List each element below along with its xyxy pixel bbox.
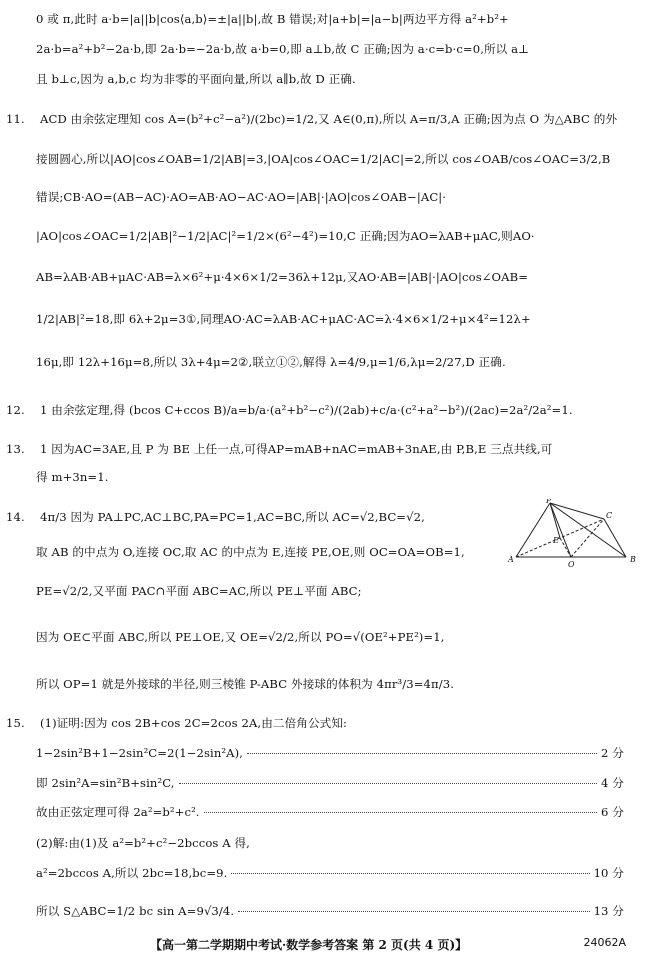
problem-13 — [6, 442, 624, 457]
dot-leader — [247, 753, 597, 754]
text-line: 接圆圆心,所以|AO|cos∠OAB=1/2|AB|=3,|OA|cos∠OAC=1/2|AC|=2,所以 cos∠OAB/cos∠OAC=3/2,B — [36, 152, 611, 166]
edge-pa — [516, 503, 550, 557]
text-line: (1)证明:因为 cos 2B+cos 2C=2cos 2A,由二倍角公式知: — [40, 716, 348, 730]
text-line: 因为 OE⊂平面 ABC,所以 PE⊥OE,又 OE=√2/2,所以 PO=√(OE²+PE²)=1, — [36, 630, 445, 644]
text-line: 得 m+3n=1. — [36, 470, 109, 484]
problem-number: 13. — [6, 442, 25, 456]
text-line: 1 因为AC=3AE,且 P 为 BE 上任一点,可得AP=mAB+nAC=mAB+3nAE,由 P,B,E 三点共线,可 — [40, 442, 553, 456]
label-p: P — [546, 499, 552, 505]
problem-number: 14. — [6, 510, 25, 524]
step-text: 即 2sin²A=sin²B+sin²C, — [36, 776, 175, 790]
text-line: 取 AB 的中点为 O,连接 OC,取 AC 的中点为 E,连接 PE,OE,则 OC=OA=OB=1, — [36, 545, 465, 559]
problem-12 — [6, 403, 624, 418]
label-e: E — [553, 536, 559, 545]
scored-step — [36, 904, 624, 919]
label-b: B — [630, 555, 636, 564]
segment-pe — [550, 503, 560, 538]
page-footer — [0, 936, 648, 956]
text-line: 16μ,即 12λ+16μ=8,所以 3λ+4μ=2②,联立①②,解得 λ=4/9,μ=1/6,λμ=2/27,D 正确. — [36, 355, 506, 369]
segment-oe — [560, 538, 571, 557]
text-line: 所以 OP=1 就是外接球的半径,则三棱锥 P-ABC 外接球的体积为 4πr³/3=4π/3. — [36, 677, 454, 691]
document-code: 24062A — [583, 936, 626, 949]
segment-po — [550, 503, 571, 557]
dot-leader — [204, 812, 597, 813]
tetrahedron-figure — [506, 499, 642, 569]
step-points: 13 分 — [593, 904, 624, 918]
scored-step — [36, 805, 624, 820]
label-o: O — [568, 560, 575, 569]
text-line: 且 b⊥c,因为 a,b,c 均为非零的平面向量,所以 a∥b,故 D 正确. — [36, 72, 356, 86]
text-line: 0 或 π,此时 a·b=|a||b|cos⟨a,b⟩=±|a||b|,故 B 错误;对|a+b|=|a−b|两边平方得 a²+b²+ — [36, 12, 509, 26]
footer-title: 【高一第二学期期中考试·数学参考答案 第 2 页(共 4 页)】 — [150, 938, 468, 952]
problem-11 — [6, 112, 624, 127]
text-line: AB=λAB·AB+μAC·AB=λ×6²+μ·4×6×1/2=36λ+12μ,又AO·AB=|AB|·|AO|cos∠OAB= — [36, 270, 529, 284]
scored-step — [36, 776, 624, 791]
text-line: ACD 由余弦定理知 cos A=(b²+c²−a²)/(2bc)=1/2,又 A∈(0,π),所以 A=π/3,A 正确;因为点 O 为△ABC 的外 — [40, 112, 618, 126]
text-line: |AO|cos∠OAC=1/2|AB|²−1/2|AC|²=1/2×(6²−4²)=10,C 正确;因为AO=λAB+μAC,则AO· — [36, 229, 535, 243]
step-points: 10 分 — [593, 866, 624, 880]
edge-bc — [604, 519, 626, 557]
text-line: (2)解:由(1)及 a²=b²+c²−2bccos A 得, — [36, 836, 250, 850]
dot-leader — [238, 911, 589, 912]
text-line: PE=√2/2,又平面 PAC∩平面 ABC=AC,所以 PE⊥平面 ABC; — [36, 584, 362, 598]
step-text: 1−2sin²B+1−2sin²C=2(1−2sin²A), — [36, 746, 244, 760]
scored-step — [36, 746, 624, 761]
problem-number: 12. — [6, 403, 25, 417]
edge-pb — [550, 503, 626, 557]
text-line: 1/2|AB|²=18,即 6λ+2μ=3①,同理AO·AC=λAB·AC+μAC·AC=λ·4×6×1/2+μ×4²=12λ+ — [36, 312, 531, 326]
problem-number: 15. — [6, 716, 25, 730]
step-points: 6 分 — [601, 805, 624, 819]
scored-step — [36, 866, 624, 881]
edge-pc — [550, 503, 604, 519]
label-a: A — [508, 555, 514, 564]
step-text: a²=2bccos A,所以 2bc=18,bc=9. — [36, 866, 228, 880]
text-line: 2a·b=a²+b²−2a·b,即 2a·b=−2a·b,故 a·b=0,即 a⊥b,故 C 正确;因为 a·c=b·c=0,所以 a⊥ — [36, 42, 530, 56]
step-points: 2 分 — [601, 746, 624, 760]
text-line: 错误;CB·AO=(AB−AC)·AO=AB·AO−AC·AO=|AB|·|AO|cos∠OAB−|AC|· — [36, 190, 447, 204]
dot-leader — [179, 783, 597, 784]
dot-leader — [231, 873, 589, 874]
text-line: 1 由余弦定理,得 (bcos C+ccos B)/a=b/a·(a²+b²−c²)/(2ab)+c/a·(c²+a²−b²)/(2ac)=2a²/2a²=1. — [40, 403, 573, 417]
problem-15 — [6, 716, 624, 731]
step-text: 故由正弦定理可得 2a²=b²+c². — [36, 805, 200, 819]
problem-number: 11. — [6, 112, 25, 126]
step-text: 所以 S△ABC=1/2 bc sin A=9√3/4. — [36, 904, 235, 918]
text-line: 4π/3 因为 PA⊥PC,AC⊥BC,PA=PC=1,AC=BC,所以 AC=√2,BC=√2, — [40, 510, 425, 524]
label-c: C — [606, 511, 613, 520]
step-points: 4 分 — [601, 776, 624, 790]
